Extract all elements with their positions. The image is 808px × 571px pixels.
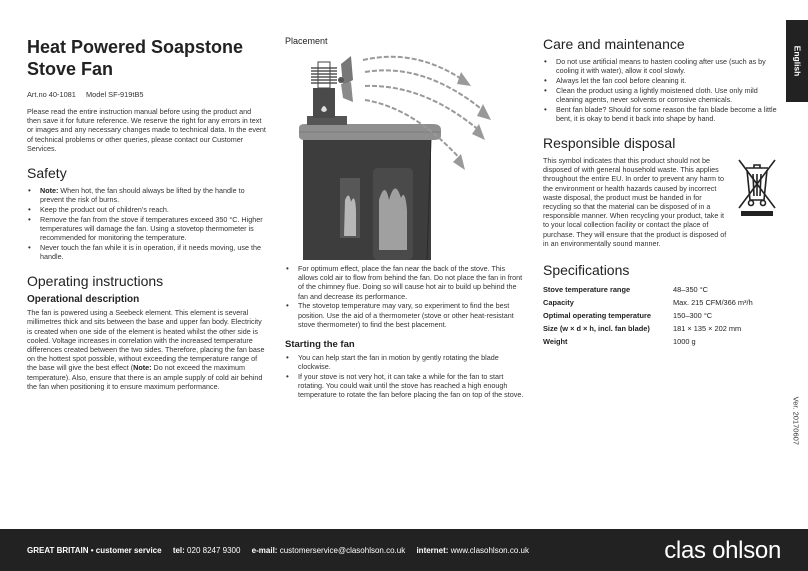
list-item: • Always let the fan cool before cleaning it. — [543, 76, 781, 85]
fan-body — [313, 88, 335, 118]
table-row: Stove temperature range 48–350 °C — [543, 284, 709, 294]
footer-phone[interactable]: 020 8247 9300 — [187, 545, 241, 555]
placement-heading: Placement — [285, 36, 328, 46]
list-item: • The stovetop temperature may vary, so experiment to find the best position. Use the aid of a thermometer (stove or other heat-resistant stove thermometer) to find the best placement. — [285, 301, 525, 329]
brand-logo: clas ohlson — [664, 537, 781, 564]
operational-description: The fan is powered using a Seebeck element. This element is several millimetres thick and sits between the base and upper fan body. Electricity is created when one side of the element is heated whilst the other side is cooled. Voltage increases in correlation with the increased temperature differences created between the two sides. Therefore, placing the fan base on the hottest spot possible, without exceeding the temperature range of the base will give the best effect (Note: Do not exceed the maximum temperature). Also, ensure that there is an ample supply of cold air behind the fan when positioning it to ensure maximum performance. — [27, 308, 265, 391]
placement-list — [285, 264, 525, 329]
starting-heading: Starting the fan — [285, 338, 355, 350]
list-item: • Bent fan blade? Should for some reason the fan blade become a little bent, it is okay to bend it back into shape by hand. — [543, 105, 781, 123]
footer-service: customer service — [95, 545, 162, 555]
footer-contact: GREAT BRITAIN • customer service tel: 020 8247 9300 e-mail: customerservice@clasohlson.co.uk internet: www.clasohlson.co.uk — [27, 545, 529, 555]
table-row: Size (w × d × h, incl. fan blade) 181 × 135 × 202 mm — [543, 323, 742, 333]
care-list — [543, 57, 781, 123]
disposal-heading: Responsible disposal — [543, 134, 676, 151]
disposal-text: This symbol indicates that this product should not be disposed of with general household waste. This applies throughout the entire EU. In order to prevent any harm to the environment or health hazards caused by incorrect waste disposal, the product must be handed in for recycling so that the material can be disposed of in a responsible manner. When recycling your product, take it to your local collection facility or contact the place of purchase. They will ensure that the product is disposed of in an environmentally sound manner. — [543, 155, 727, 248]
language-tab-label: English — [792, 45, 803, 77]
weee-bin-icon — [735, 156, 779, 218]
specifications-table — [543, 283, 773, 348]
page-title: Heat Powered Soapstone Stove Fan — [27, 37, 244, 79]
list-item: • Never touch the fan while it is in operation, if it needs moving, use the handle. — [27, 243, 267, 261]
footer-country: GREAT BRITAIN — [27, 545, 89, 555]
footer-email[interactable]: customerservice@clasohlson.co.uk — [279, 545, 406, 555]
footer-website[interactable]: www.clasohlson.co.uk — [450, 545, 529, 555]
footer — [0, 529, 808, 571]
article-number: Art.no 40-1081 — [27, 90, 76, 99]
list-item: • If your stove is not very hot, it can take a while for the fan to start rotating. You could wait until the stove has reached a high enough temperature to rotate the fan before placing the fan on top of the stove. — [285, 372, 525, 400]
intro-text: Please read the entire instruction manual before using the product and then save it for future reference. We reserve the right for any errors in text or images and any necessary changes made to technical data. In the event of technical problems or other queries, please contact our Customer Services. — [27, 107, 266, 153]
column-left — [27, 36, 267, 391]
stove-fan-illustration — [285, 50, 525, 260]
list-item: • Remove the fan from the stove if temperatures exceed 350 °C. Higher temperatures will damage the fan. Using a stovetop thermometer is recommended for monitoring the temperature. — [27, 215, 267, 243]
list-item: • For optimum effect, place the fan near the back of the stove. This allows cold air to flow from behind the fan. Do not place the fan in front of the chimney flue. Doing so will cause hot air to build up behind the fan and decrease its performance. — [285, 264, 525, 301]
safety-list — [27, 186, 267, 261]
list-item: • You can help start the fan in motion by gently rotating the blade clockwise. — [285, 353, 525, 371]
care-heading: Care and maintenance — [543, 36, 685, 52]
stove-fan-drawing — [285, 50, 525, 260]
column-middle — [285, 36, 525, 400]
article-info — [27, 90, 267, 99]
specifications-heading: Specifications — [543, 261, 630, 278]
safety-heading: Safety — [27, 165, 67, 182]
operational-subheading: Operational description — [27, 294, 140, 306]
language-tab — [786, 20, 808, 102]
table-row: Capacity Max. 215 CFM/366 m³/h — [543, 297, 753, 307]
list-item: • Keep the product out of children’s reach. — [27, 205, 267, 214]
operating-heading: Operating instructions — [27, 273, 164, 290]
column-right — [543, 36, 781, 348]
disposal-section — [543, 156, 781, 248]
list-item: • Do not use artificial means to hasten cooling after use (such as by cooling it with water), allow it cool slowly. — [543, 57, 781, 75]
table-row: Optimal operating temperature 150–300 °C — [543, 310, 713, 320]
list-item: • Clean the product using a lightly moistened cloth. Use only mild cleaning agents, never solvents or corrosive chemicals. — [543, 86, 781, 104]
list-item: • Note: When hot, the fan should always be lifted by the handle to prevent the risk of burns. — [27, 186, 267, 204]
table-row: Weight 1000 g — [543, 336, 696, 346]
starting-list — [285, 353, 525, 400]
version-label: Ver. 20170607 — [791, 396, 800, 445]
model-number: Model SF-919tB5 — [85, 90, 144, 99]
